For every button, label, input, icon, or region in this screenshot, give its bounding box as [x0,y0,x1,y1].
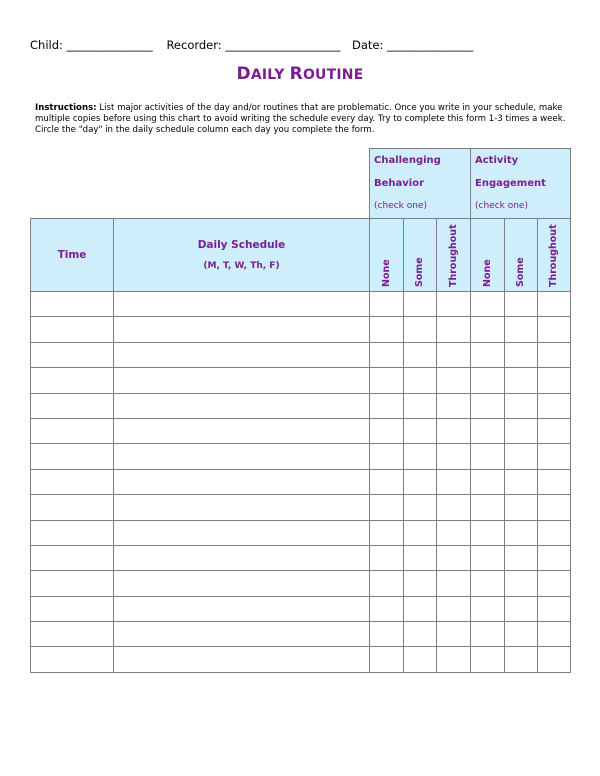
date-field[interactable]: Date: _______________ [351,38,474,52]
time-cell[interactable] [31,292,114,317]
table-row [31,317,571,342]
table-row [31,342,571,367]
engagement-none-cell[interactable] [471,495,505,520]
engagement-some-cell[interactable] [505,418,538,443]
behavior-some-cell[interactable] [404,444,437,469]
schedule-cell[interactable] [114,292,370,317]
engagement-some-cell[interactable] [505,393,538,418]
behavior-some-cell[interactable] [404,495,437,520]
table-row [31,418,571,443]
engagement-some-cell[interactable] [505,444,538,469]
time-column-header: Time [31,219,114,292]
engagement-some-cell[interactable] [505,622,538,647]
engagement-throughout-cell[interactable] [538,647,571,672]
behavior-throughout-cell[interactable] [437,622,471,647]
behavior-some-cell[interactable] [404,622,437,647]
engagement-none-header: None [471,219,505,292]
behavior-throughout-cell[interactable] [437,444,471,469]
engagement-none-cell[interactable] [471,393,505,418]
behavior-none-cell[interactable] [370,571,404,596]
challenging-behavior-header: Challenging Behavior (check one) [370,149,471,219]
behavior-none-cell[interactable] [370,393,404,418]
behavior-throughout-cell[interactable] [437,596,471,621]
engagement-none-cell[interactable] [471,418,505,443]
engagement-throughout-cell[interactable] [538,393,571,418]
time-cell[interactable] [31,393,114,418]
behavior-throughout-header: Throughout [437,219,471,292]
engagement-none-cell[interactable] [471,368,505,393]
engagement-some-header: Some [505,219,538,292]
engagement-throughout-cell[interactable] [538,342,571,367]
engagement-some-cell[interactable] [505,596,538,621]
page-title: DAILY ROUTINE [236,64,364,84]
table-row [31,393,571,418]
behavior-none-cell[interactable] [370,469,404,494]
time-cell[interactable] [31,418,114,443]
table-row [31,647,571,672]
time-cell[interactable] [31,342,114,367]
behavior-throughout-cell[interactable] [437,520,471,545]
engagement-some-cell[interactable] [505,520,538,545]
behavior-some-cell[interactable] [404,520,437,545]
time-cell[interactable] [31,596,114,621]
daily-routine-table [30,148,571,673]
engagement-some-cell[interactable] [505,342,538,367]
engagement-some-cell[interactable] [505,647,538,672]
engagement-some-cell[interactable] [505,545,538,570]
schedule-cell[interactable] [114,545,370,570]
behavior-throughout-cell[interactable] [437,317,471,342]
behavior-some-cell[interactable] [404,469,437,494]
table-row [31,444,571,469]
engagement-none-cell[interactable] [471,545,505,570]
engagement-throughout-header: Throughout [538,219,571,292]
behavior-some-cell[interactable] [404,545,437,570]
engagement-none-cell[interactable] [471,342,505,367]
schedule-cell[interactable] [114,622,370,647]
schedule-cell[interactable] [114,571,370,596]
behavior-none-cell[interactable] [370,495,404,520]
behavior-none-cell[interactable] [370,596,404,621]
form-header [30,38,570,52]
time-cell[interactable] [31,368,114,393]
time-cell[interactable] [31,495,114,520]
time-cell[interactable] [31,545,114,570]
engagement-some-cell[interactable] [505,368,538,393]
behavior-throughout-cell[interactable] [437,292,471,317]
engagement-none-cell[interactable] [471,647,505,672]
schedule-cell[interactable] [114,342,370,367]
behavior-none-cell[interactable] [370,368,404,393]
recorder-field[interactable]: Recorder: ____________________ [166,38,341,52]
schedule-cell[interactable] [114,444,370,469]
engagement-some-cell[interactable] [505,571,538,596]
engagement-none-cell[interactable] [471,317,505,342]
table-row [31,292,571,317]
behavior-some-cell[interactable] [404,292,437,317]
behavior-none-cell[interactable] [370,342,404,367]
behavior-some-cell[interactable] [404,647,437,672]
engagement-throughout-cell[interactable] [538,368,571,393]
schedule-cell[interactable] [114,317,370,342]
engagement-throughout-cell[interactable] [538,495,571,520]
schedule-cell[interactable] [114,596,370,621]
behavior-some-cell[interactable] [404,418,437,443]
engagement-throughout-cell[interactable] [538,469,571,494]
engagement-throughout-cell[interactable] [538,292,571,317]
time-cell[interactable] [31,622,114,647]
schedule-cell[interactable] [114,495,370,520]
schedule-cell[interactable] [114,418,370,443]
instructions [35,103,575,137]
schedule-column-header: Daily Schedule (M, T, W, Th, F) [114,219,370,292]
behavior-throughout-cell[interactable] [437,418,471,443]
table-row [31,571,571,596]
engagement-throughout-cell[interactable] [538,596,571,621]
schedule-cell[interactable] [114,393,370,418]
table-row [31,520,571,545]
behavior-throughout-cell[interactable] [437,571,471,596]
behavior-some-cell[interactable] [404,596,437,621]
engagement-throughout-cell[interactable] [538,571,571,596]
time-cell[interactable] [31,520,114,545]
engagement-none-cell[interactable] [471,292,505,317]
engagement-none-cell[interactable] [471,469,505,494]
engagement-throughout-cell[interactable] [538,545,571,570]
engagement-none-cell[interactable] [471,571,505,596]
engagement-throughout-cell[interactable] [538,520,571,545]
activity-engagement-header: Activity Engagement (check one) [471,149,571,219]
behavior-none-cell[interactable] [370,520,404,545]
behavior-some-cell[interactable] [404,368,437,393]
behavior-none-cell[interactable] [370,317,404,342]
behavior-some-cell[interactable] [404,342,437,367]
table-row [31,596,571,621]
engagement-none-cell[interactable] [471,520,505,545]
instructions-label: Instructions: [35,103,97,113]
engagement-none-cell[interactable] [471,622,505,647]
behavior-none-cell[interactable] [370,444,404,469]
engagement-none-cell[interactable] [471,444,505,469]
engagement-some-cell[interactable] [505,317,538,342]
time-cell[interactable] [31,317,114,342]
child-field[interactable]: Child: _______________ [30,38,153,52]
table-row [31,495,571,520]
behavior-throughout-cell[interactable] [437,545,471,570]
schedule-cell[interactable] [114,469,370,494]
behavior-throughout-cell[interactable] [437,647,471,672]
behavior-some-cell[interactable] [404,393,437,418]
time-cell[interactable] [31,469,114,494]
engagement-throughout-cell[interactable] [538,444,571,469]
instructions-text: List major activities of the day and/or routines that are problematic. Once you write in your schedule, make multiple copies before using this chart to avoid writing the schedule every day. Try to complete this form 1-3 times a week. Circle the "day" in the daily schedule column each day you complete the form. [35,103,566,136]
behavior-some-header: Some [404,219,437,292]
engagement-some-cell[interactable] [505,292,538,317]
behavior-none-cell[interactable] [370,647,404,672]
time-cell[interactable] [31,444,114,469]
table-row [31,545,571,570]
time-cell[interactable] [31,647,114,672]
behavior-throughout-cell[interactable] [437,393,471,418]
behavior-throughout-cell[interactable] [437,342,471,367]
table-row [31,368,571,393]
behavior-none-cell[interactable] [370,418,404,443]
engagement-throughout-cell[interactable] [538,622,571,647]
engagement-throughout-cell[interactable] [538,317,571,342]
schedule-cell[interactable] [114,368,370,393]
behavior-throughout-cell[interactable] [437,469,471,494]
engagement-throughout-cell[interactable] [538,418,571,443]
behavior-none-header: None [370,219,404,292]
behavior-none-cell[interactable] [370,292,404,317]
table-row [31,469,571,494]
behavior-none-cell[interactable] [370,545,404,570]
behavior-some-cell[interactable] [404,317,437,342]
table-row [31,622,571,647]
schedule-cell[interactable] [114,647,370,672]
behavior-none-cell[interactable] [370,622,404,647]
engagement-some-cell[interactable] [505,495,538,520]
engagement-some-cell[interactable] [505,469,538,494]
behavior-throughout-cell[interactable] [437,495,471,520]
time-cell[interactable] [31,571,114,596]
schedule-cell[interactable] [114,520,370,545]
behavior-some-cell[interactable] [404,571,437,596]
engagement-none-cell[interactable] [471,596,505,621]
behavior-throughout-cell[interactable] [437,368,471,393]
